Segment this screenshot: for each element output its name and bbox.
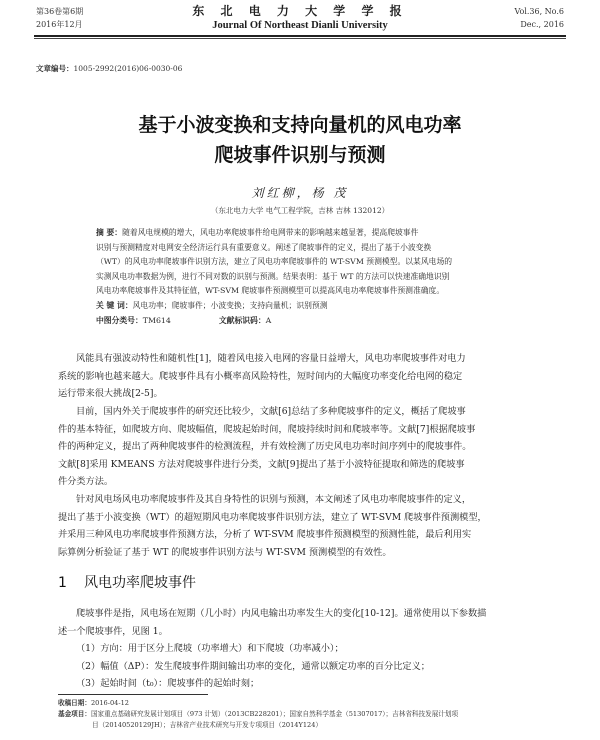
keywords [96,299,514,314]
abstract-label: 摘 要： [96,228,123,237]
body-line: 件的两种定义，提出了两种爬坡事件的检测流程，并有效检测了历史风电功率时间序列中的爬坡事件。 [58,441,472,453]
footnote-rule [58,694,208,695]
list-item: （3）起始时间（t₀）：爬坡事件的起始时刻； [76,678,260,690]
header-rule-thin [34,38,566,39]
footnote [58,698,558,731]
running-header-right [514,5,564,31]
classification-label: 中图分类号： [96,315,143,325]
document-code-value: A [265,315,272,325]
body-line: 系统的影响也越来越大。爬坡事件具有小概率高风险特性，短时间内的大幅度功率变化给电网的稳定 [58,370,463,382]
section-1-paragraph [58,605,548,693]
body-line: 爬坡事件是指，风电场在短期（几小时）内风电输出功率发生大的变化[10-12]。通常使用以下参数描 [76,608,487,619]
body-line: 件的基本特征，如爬坡方向、爬坡幅值，爬坡起始时间，爬坡持续时间和爬坡率等。文献[7]根据爬坡事 [58,423,476,435]
body-line: 目前，国内外关于爬坡事件的研究还比较少，文献[6]总结了多种爬坡事件的定义，概括了爬坡事 [76,406,466,417]
keywords-value: 风电功率；爬坡事件；小波变换；支持向量机；识别预测 [132,300,328,310]
abstract-line: 识别与预测精度对电网安全经济运行具有重要意义。阐述了爬坡事件的定义，提出了基于小波变换 [96,242,432,252]
article-number-label: 文章编号： [36,64,74,73]
body-line: 风能具有强波动特性和随机性[1]，随着风电接入电网的容量日益增大，风电功率爬坡事件对电力 [76,353,466,364]
keywords-label: 关 键 词： [96,300,133,310]
list-item: （2）幅值（ΔP）：发生爬坡事件期间输出功率的变化，通常以额定功率的百分比定义； [76,660,430,672]
paper-title-line-1: 基于小波变换和支持向量机的风电功率 [138,114,462,136]
body-line: 件分类方法。 [58,476,114,488]
body-line: 文献[8]采用 KMEANS 方法对爬坡事件进行分类，文献[9]提出了基于小波特征提取和筛选的爬坡事 [58,458,465,470]
intro-paragraph-1 [58,350,548,403]
article-number-value: 1005-2992(2016)06-0030-06 [73,64,183,73]
body-line: 际算例分析验证了基于 WT 的爬坡事件识别方法与 WT-SVM 预测模型的有效性。 [58,546,392,558]
volume-en: Vol.36, No.6 [514,7,564,16]
document-code-label: 文献标识码： [218,315,266,325]
body-line: 提出了基于小波变换（WT）的超短期风电功率爬坡事件识别方法，建立了 WT-SVM 爬坡事件预测模型， [58,511,487,523]
header-rule-thick [34,35,566,37]
classification [96,314,514,329]
article-number [36,63,182,74]
journal-name-cn: 东 北 电 力 大 学 学 报 [192,4,408,18]
section-title: 风电功率爬坡事件 [84,575,196,591]
authors: 刘红柳，杨 茂 [251,186,349,200]
abstract-line: 随着风电规模的增大，风电功率爬坡事件给电网带来的影响越来越显著，提高爬坡事件 [122,228,419,237]
fund-line: 国家重点基础研究发展计划项目（973 计划）（2013CB228201）；国家自然科学基金（51307017）；吉林省科技发展计划项 [90,710,459,718]
fund-line: 目（20140520129JH）；吉林省产业技术研究与开发专项项目（2014Y124） [92,721,323,729]
abstract-line: 风电功率爬坡事件及其特征值，WT-SVM 爬坡事件预测模型可以提高风电功率爬坡事件预测准确度。 [96,286,445,296]
body-line: 述一个爬坡事件，见图 1。 [58,625,168,637]
list-item: （1）方向：用于区分上爬坡（功率增大）和下爬坡（功率减小）； [76,643,344,655]
received-date: 2016-04-12 [90,699,129,707]
body-line: 针对风电场风电功率爬坡事件及其自身特性的识别与预测，本文阐述了风电功率爬坡事件的定义， [76,494,472,505]
abstract [96,226,514,328]
date-cn: 2016年12月 [36,20,83,29]
journal-name-en: Journal Of Northeast Dianli University [212,20,388,31]
intro-paragraph-2 [58,403,548,491]
body-line: 运行带来很大挑战[2-5]。 [58,388,163,400]
received-label: 收稿日期： [58,699,91,707]
abstract-line: 实测风电功率数据为例，进行不同对数的识别与预测。结果表明：基于 WT 的方法可以快速准确地识别 [96,271,450,281]
volume-cn: 第36卷第6期 [36,7,84,16]
classification-value: TM614 [142,315,171,325]
intro-paragraph-3 [58,491,548,561]
section-heading [58,572,196,592]
affiliation: （东北电力大学 电气工程学院，吉林 吉林 132012） [210,206,390,215]
date-en: Dec., 2016 [520,20,564,29]
section-number: 1 [58,575,67,591]
abstract-line: （WT）的风电功率爬坡事件识别方法，建立了风电功率爬坡事件的 WT-SVM 预测模型。以某风电场的 [96,257,453,267]
running-header-center [0,3,600,33]
fund-label: 基金项目： [58,710,91,718]
paper-title-line-2: 爬坡事件识别与预测 [214,144,386,166]
body-line: 并采用三种风电功率爬坡事件预测方法，分析了 WT-SVM 爬坡事件预测模型的预测性能，最后利用实 [58,529,472,541]
